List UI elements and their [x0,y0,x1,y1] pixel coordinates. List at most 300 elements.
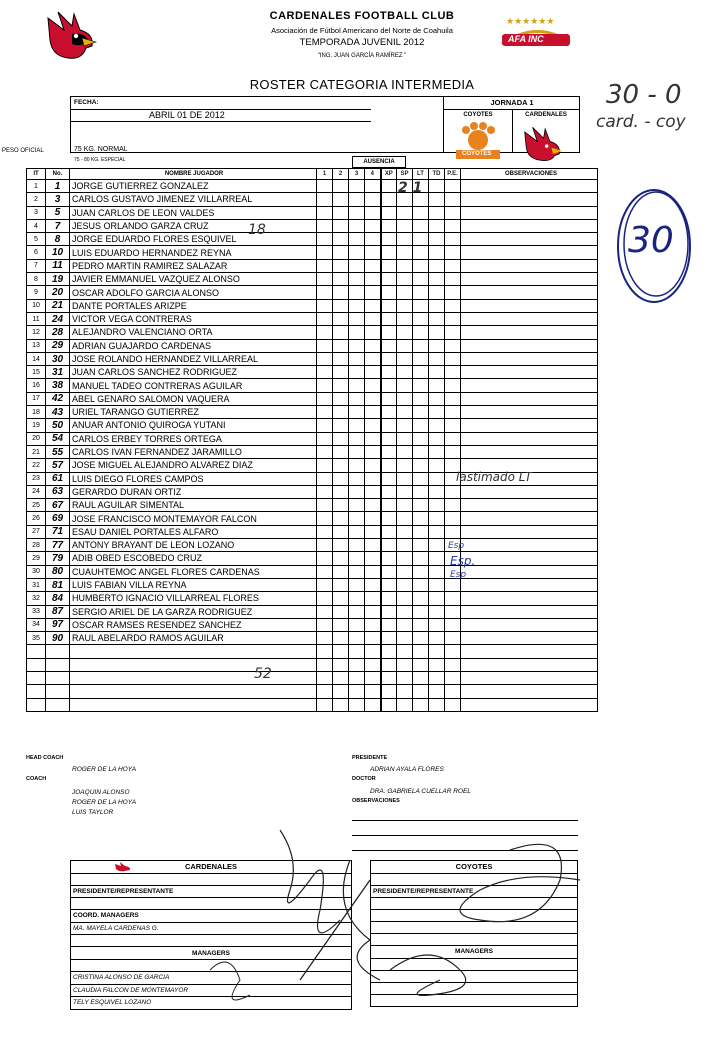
row-it: 13 [27,339,46,352]
row-lt [413,632,429,645]
head-coach-label: HEAD COACH [26,755,64,761]
row-q1 [317,499,333,512]
blank-cell [397,658,413,671]
row-td [429,233,445,246]
blank-cell [445,671,461,684]
row-xp [381,632,397,645]
row-q1 [317,472,333,485]
row-sp [397,485,413,498]
row-sp [397,352,413,365]
blank-cell [349,671,365,684]
row-lt [413,419,429,432]
row-xp [381,379,397,392]
row-q4 [365,618,381,631]
row-it: 17 [27,392,46,405]
row-number: 1 [46,180,70,193]
row-it: 5 [27,233,46,246]
circled-score-text: 30 [628,220,674,261]
row-player-name: MANUEL TADEO CONTRERAS AGUILAR [70,379,317,392]
table-row [27,539,598,552]
table-row [27,565,598,578]
table-row [27,339,598,352]
blank-cell [349,685,365,698]
table-row [27,432,598,445]
row-player-name: OSCAR ADOLFO GARCIA ALONSO [70,286,317,299]
blank-cell [46,671,70,684]
blank-cell [70,658,317,671]
row-xp [381,180,397,193]
table-row [27,180,598,193]
row-q2 [333,273,349,286]
footer-left-managers-label: MANAGERS [71,947,352,960]
row-sp [397,419,413,432]
row-lt [413,578,429,591]
coord-managers-label: COORD. MANAGERS [71,910,352,923]
row-q3 [349,312,365,325]
row-td [429,485,445,498]
row-lt [413,539,429,552]
row-q3 [349,605,365,618]
row-q3 [349,565,365,578]
row-q4 [365,445,381,458]
row-q4 [365,193,381,206]
row-pe [445,512,461,525]
row-td [429,392,445,405]
blank-cell [461,685,598,698]
row-sp [397,259,413,272]
presidente-name: ADRIAN AYALA FLORES [370,766,444,773]
row-pe [445,366,461,379]
roster-table [26,168,598,712]
row-lt [413,219,429,232]
association-name: Asociación de Fútbol Americano del Norte de Coahuila [271,26,453,35]
row-observaciones [461,392,598,405]
row-xp [381,406,397,419]
row-it: 26 [27,512,46,525]
row-q4 [365,273,381,286]
row-it: 12 [27,326,46,339]
footer-right-team: COYOTES [371,861,578,874]
blank-cell [429,658,445,671]
row-pe [445,379,461,392]
row-q2 [333,618,349,631]
row-q1 [317,392,333,405]
doctor-name: DRA. GABRIELA CUELLAR ROEL [370,788,471,795]
row-it: 27 [27,525,46,538]
col-lt: LT [413,169,429,180]
table-row [27,299,598,312]
blank-cell [333,685,349,698]
table-row [27,485,598,498]
table-row [27,578,598,591]
row-q4 [365,180,381,193]
row-td [429,219,445,232]
row-lt [413,233,429,246]
row-q2 [333,286,349,299]
team-right-label: CARDENALES [525,112,567,118]
row-number: 19 [46,273,70,286]
row-q1 [317,632,333,645]
row-q3 [349,499,365,512]
row-lt [413,379,429,392]
row-player-name: SERGIO ARIEL DE LA GARZA RODRIGUEZ [70,605,317,618]
blank-row [27,685,598,698]
row-q3 [349,219,365,232]
row-player-name: HUMBERTO IGNACIO VILLARREAL FLORES [70,592,317,605]
observaciones-label: OBSERVACIONES [352,798,400,804]
row-q3 [349,326,365,339]
table-row [27,392,598,405]
row-sp [397,578,413,591]
row-q1 [317,299,333,312]
row-pe [445,352,461,365]
row-q2 [333,339,349,352]
row-it: 1 [27,180,46,193]
row-td [429,618,445,631]
table-row [27,406,598,419]
row-td [429,552,445,565]
blank-cell [413,658,429,671]
row-sp [397,445,413,458]
row-observaciones [461,552,598,565]
row-number: 80 [46,565,70,578]
row-q4 [365,326,381,339]
row-q2 [333,299,349,312]
row-observaciones [461,233,598,246]
col-q3: 3 [349,169,365,180]
afa-logo-text: AFA INC [508,34,544,44]
roster-title: ROSTER CATEGORIA INTERMEDIA [249,77,475,92]
row-it: 6 [27,246,46,259]
row-sp [397,206,413,219]
row-q4 [365,459,381,472]
table-row [27,326,598,339]
row-observaciones [461,499,598,512]
row-player-name: LUIS FABIAN VILLA REYNA [70,578,317,591]
row-q4 [365,286,381,299]
row-pe [445,632,461,645]
row-player-name: CARLOS GUSTAVO JIMENEZ VILLARREAL [70,193,317,206]
row-player-name: CUAUHTEMOC ANGEL FLORES CARDENAS [70,565,317,578]
row-it: 11 [27,312,46,325]
row-pe [445,233,461,246]
row-td [429,193,445,206]
blank-cell [381,685,397,698]
row-number: 87 [46,605,70,618]
row-number: 38 [46,379,70,392]
row-it: 2 [27,193,46,206]
footer-right-pres-label: PRESIDENTE/REPRESENTANTE [371,885,578,898]
row-lt [413,286,429,299]
row-sp [397,299,413,312]
row-xp [381,485,397,498]
table-row [27,618,598,631]
row-pe [445,432,461,445]
row-q3 [349,246,365,259]
row-player-name: JOSE MIGUEL ALEJANDRO ALVAREZ DIAZ [70,459,317,472]
row-sp [397,552,413,565]
row-td [429,459,445,472]
team-left-label: COYOTES [463,112,493,118]
row-td [429,366,445,379]
row-pe [445,499,461,512]
blank-cell [381,671,397,684]
roster-header-row [27,169,598,180]
row-td [429,445,445,458]
row-xp [381,539,397,552]
row-number: 42 [46,392,70,405]
row-xp [381,525,397,538]
ausencia-label: AUSENCIA [352,156,406,168]
row-q3 [349,578,365,591]
row-q2 [333,459,349,472]
row-player-name: DANTE PORTALES ARIZPE [70,299,317,312]
row-xp [381,432,397,445]
row-td [429,246,445,259]
row-player-name: GERARDO DURAN ORTIZ [70,485,317,498]
row-observaciones [461,312,598,325]
row-q3 [349,339,365,352]
col-it: IT [27,169,46,180]
row-q2 [333,485,349,498]
row-q4 [365,578,381,591]
row-player-name: JESUS ORLANDO GARZA CRUZ [70,219,317,232]
col-sp: SP [397,169,413,180]
row-number: 31 [46,366,70,379]
row-it: 7 [27,259,46,272]
coach-1: JOAQUIN ALONSO [72,789,130,796]
row-q3 [349,485,365,498]
row-xp [381,352,397,365]
row-q2 [333,259,349,272]
row-td [429,352,445,365]
row-observaciones [461,485,598,498]
row-player-name: LUIS EDUARDO HERNANDEZ REYNA [70,246,317,259]
row-q3 [349,352,365,365]
row-observaciones [461,592,598,605]
row-pe [445,246,461,259]
blank-cell [70,685,317,698]
table-row [27,312,598,325]
col-pe: P.E. [445,169,461,180]
row-player-name: ABEL GENARO SALOMON VAQUERA [70,392,317,405]
circled-score [612,186,696,306]
row-pe [445,299,461,312]
row-number: 79 [46,552,70,565]
row-q1 [317,565,333,578]
table-row [27,592,598,605]
row-lt [413,299,429,312]
row-q3 [349,259,365,272]
row-xp [381,233,397,246]
cardinal-logo-small [520,124,564,162]
row-sp [397,632,413,645]
row-td [429,499,445,512]
row-lt [413,273,429,286]
blank-cell [46,658,70,671]
coach-3: LUIS TAYLOR [72,809,114,816]
blank-row [27,698,598,711]
row-observaciones [461,605,598,618]
row-it: 32 [27,592,46,605]
row-player-name: ADIB OBED ESCOBEDO CRUZ [70,552,317,565]
row-sp [397,273,413,286]
row-q1 [317,206,333,219]
row-pe [445,286,461,299]
row-q2 [333,326,349,339]
row-q1 [317,459,333,472]
row-it: 23 [27,472,46,485]
row-q1 [317,352,333,365]
row-it: 21 [27,445,46,458]
row-observaciones [461,512,598,525]
row-pe [445,618,461,631]
row-q4 [365,565,381,578]
row-it: 25 [27,499,46,512]
row-pe [445,392,461,405]
row-player-name: VICTOR VEGA CONTRERAS [70,312,317,325]
table-row [27,499,598,512]
footer-left-pres-label: PRESIDENTE/REPRESENTANTE [71,885,352,898]
row-observaciones [461,299,598,312]
table-row [27,259,598,272]
col-q4: 4 [365,169,381,180]
blank-cell [70,698,317,711]
table-row [27,552,598,565]
blank-cell [317,698,333,711]
blank-cell [27,658,46,671]
row-xp [381,552,397,565]
row-q2 [333,605,349,618]
row-td [429,406,445,419]
row-lt [413,565,429,578]
row-number: 10 [46,246,70,259]
row-lt [413,512,429,525]
row-q4 [365,485,381,498]
row-observaciones [461,565,598,578]
blank-cell [429,698,445,711]
row-q2 [333,565,349,578]
row-q4 [365,259,381,272]
row-lt [413,392,429,405]
row-lt [413,485,429,498]
row-q2 [333,539,349,552]
row1-marks: 2 1 [398,180,423,196]
row-pe [445,219,461,232]
row-xp [381,512,397,525]
club-name: CARDENALES FOOTBALL CLUB [269,10,455,22]
blank-cell [365,685,381,698]
manager-2: CLAUDIA FALCON DE MONTEMAYOR [71,984,352,997]
row-q1 [317,419,333,432]
row-xp [381,366,397,379]
row-lt [413,605,429,618]
row-lt [413,312,429,325]
row-lt [413,552,429,565]
row-pe [445,592,461,605]
blank-cell [317,685,333,698]
row-player-name: ANTONY BRAYANT DE LEON LOZANO [70,539,317,552]
row-q2 [333,312,349,325]
table-row [27,206,598,219]
row-td [429,472,445,485]
row-q3 [349,366,365,379]
row-observaciones [461,259,598,272]
blank-cell [381,645,397,658]
row-q1 [317,193,333,206]
row-sp [397,312,413,325]
blank-cell [397,685,413,698]
row-pe [445,273,461,286]
row-number: 97 [46,618,70,631]
row-q3 [349,286,365,299]
row-sp [397,565,413,578]
presidente-label: PRESIDENTE [352,755,388,761]
row-number: 5 [46,206,70,219]
obs-row26-note: Esp [448,541,465,551]
row-player-name: LUIS DIEGO FLORES CAMPOS [70,472,317,485]
row-lt [413,206,429,219]
row-number: 28 [46,326,70,339]
table-row [27,273,598,286]
row-player-name: CARLOS IVAN FERNANDEZ JARAMILLO [70,445,317,458]
row-q4 [365,406,381,419]
row-xp [381,273,397,286]
row-q4 [365,472,381,485]
row-td [429,432,445,445]
row-pe [445,326,461,339]
row-player-name: RAUL ABELARDO RAMOS AGUILAR [70,632,317,645]
row-observaciones [461,618,598,631]
row-it: 28 [27,539,46,552]
col-td: TD [429,169,445,180]
blank-cell [445,698,461,711]
row-observaciones [461,180,598,193]
row-xp [381,339,397,352]
row-number: 8 [46,233,70,246]
row-q4 [365,525,381,538]
row-q4 [365,246,381,259]
row-q3 [349,193,365,206]
row-sp [397,246,413,259]
row-sp [397,605,413,618]
blank-cell [70,645,317,658]
row-xp [381,259,397,272]
row-q4 [365,499,381,512]
row-it: 35 [27,632,46,645]
row-player-name: ALEJANDRO VALENCIANO ORTA [70,326,317,339]
row-pe [445,445,461,458]
row-it: 8 [27,273,46,286]
row-td [429,592,445,605]
row-pe [445,485,461,498]
row-q1 [317,618,333,631]
row-xp [381,592,397,605]
col-q1: 1 [317,169,333,180]
row-pe [445,193,461,206]
row-q3 [349,618,365,631]
row-q2 [333,406,349,419]
row-player-name: PEDRO MARTIN RAMIREZ SALAZAR [70,259,317,272]
table-row [27,366,598,379]
col-no: No. [46,169,70,180]
manager-3: TELY ESQUIVEL LOZANO [71,997,352,1010]
row-q3 [349,432,365,445]
row-player-name: JOSE FRANCISCO MONTEMAYOR FALCON [70,512,317,525]
row-q2 [333,366,349,379]
row-number: 43 [46,406,70,419]
row-q4 [365,512,381,525]
